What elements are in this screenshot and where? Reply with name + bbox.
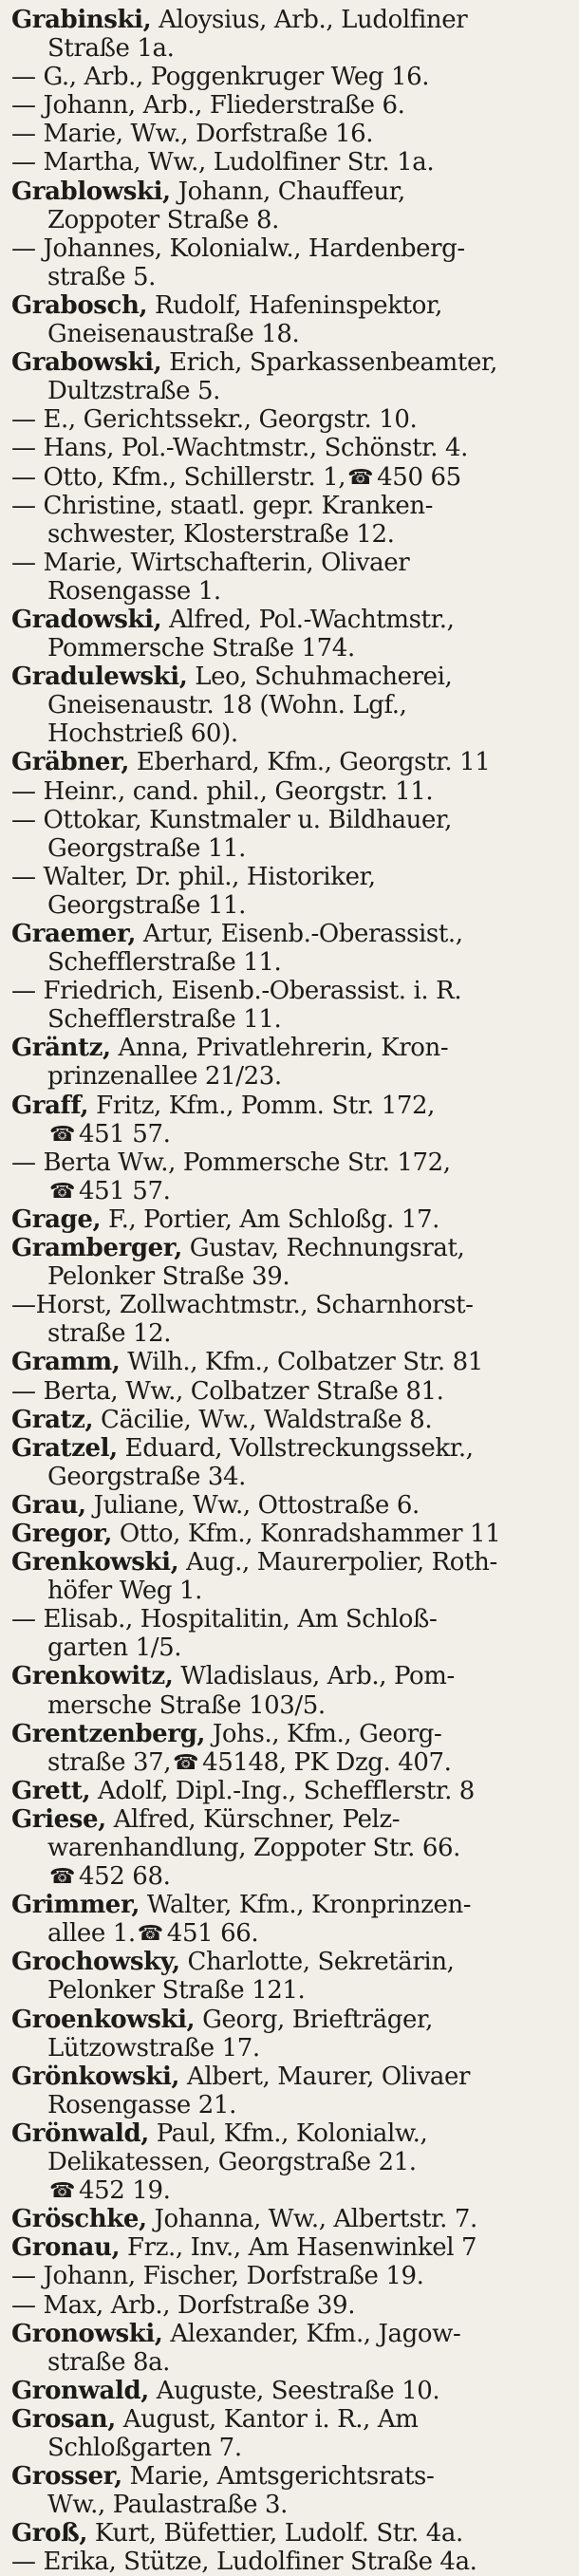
directory-entry <box>11 291 571 348</box>
entry-line <box>11 91 571 120</box>
entry-text: Straße 1a. <box>47 34 175 64</box>
entry-line <box>11 777 571 806</box>
surname: Gradulewski, <box>11 663 188 692</box>
entry-text: — Otto, Kfm., Schillerstr. 1, <box>11 462 346 492</box>
surname: Grau, <box>11 1490 86 1520</box>
directory-entry <box>11 148 571 177</box>
surname: Grablowski, <box>11 177 171 206</box>
directory-entry <box>11 2548 571 2576</box>
directory-entry <box>11 348 571 405</box>
entry-text: garten 1/5. <box>47 1633 182 1663</box>
surname: Gratz, <box>11 1405 94 1434</box>
phone-number: 452 68. <box>79 1862 171 1892</box>
entry-continuation-line <box>11 1691 571 1720</box>
entry-text: —Horst, Zollwachtmstr., Scharnhorst- <box>11 1291 474 1320</box>
entry-text: Georgstraße 34. <box>47 1462 246 1491</box>
phone-number: 451 66. <box>166 1919 259 1949</box>
entry-line <box>11 492 571 520</box>
directory-entry <box>11 2291 571 2320</box>
entry-continuation-line <box>11 263 571 291</box>
entry-continuation-line <box>11 948 571 977</box>
entry-text: — Berta Ww., Pommersche Str. 172, <box>11 1148 451 1177</box>
entry-text: Aloysius, Arb., Ludolfiner <box>151 6 468 34</box>
surname: Grage, <box>11 1204 102 1234</box>
entry-text: — Erika, Stütze, Ludolfiner Straße 4a. <box>11 2548 477 2576</box>
entry-line <box>11 2519 571 2548</box>
entry-line <box>11 2405 571 2434</box>
directory-entry <box>11 2119 571 2205</box>
entry-continuation-line <box>11 206 571 234</box>
entry-line <box>11 977 571 1005</box>
entry-text: Rosengasse 21. <box>47 2090 236 2119</box>
entry-text: Albert, Maurer, Olivaer <box>179 2062 471 2091</box>
surname: Grett, <box>11 1776 91 1805</box>
surname: Grentzenberg, <box>11 1719 206 1748</box>
directory-entry <box>11 2377 571 2405</box>
entry-text: Rudolf, Hafeninspektor, <box>147 290 442 320</box>
entry-line <box>11 1234 571 1262</box>
entry-text: Otto, Kfm., Konradshammer 11 <box>112 1519 501 1548</box>
entry-text: Fritz, Kfm., Pomm. Str. 172, <box>88 1091 436 1120</box>
entry-continuation-line <box>11 2176 571 2205</box>
directory-entry <box>11 234 571 291</box>
telephone-icon: ☎ <box>49 1179 76 1204</box>
entry-line <box>11 2119 571 2148</box>
directory-entry <box>11 748 571 776</box>
entry-text: — Elisab., Hospitalitin, Am Schloß- <box>11 1605 438 1634</box>
entry-text: Artur, Eisenb.-Oberassist., <box>136 920 463 948</box>
entry-continuation-line <box>11 2491 571 2519</box>
entry-text: schwester, Klosterstraße 12. <box>47 519 395 549</box>
entry-text: Hochstrieß 60). <box>47 719 238 749</box>
entry-line <box>11 6 571 34</box>
entry-line <box>11 463 571 492</box>
phone-number: 451 57. <box>79 1119 171 1148</box>
entry-line <box>11 2262 571 2290</box>
entry-continuation-line <box>11 891 571 920</box>
entry-continuation-line <box>11 834 571 863</box>
entry-continuation-line <box>11 1319 571 1348</box>
entry-line <box>11 348 571 377</box>
entry-line <box>11 1348 571 1376</box>
surname: Gramberger, <box>11 1234 182 1263</box>
directory-entry <box>11 663 571 748</box>
entry-text: Gneisenaustraße 18. <box>47 320 300 349</box>
entry-continuation-line <box>11 1862 571 1891</box>
entry-text: — Johannes, Kolonialw., Hardenberg- <box>11 233 465 263</box>
directory-entry <box>11 549 571 606</box>
directory-entry <box>11 1805 571 1891</box>
entry-text: Schefflerstraße 11. <box>47 948 282 978</box>
directory-entry <box>11 177 571 234</box>
directory-entry <box>11 1205 571 1234</box>
surname: Gräbner, <box>11 748 130 777</box>
entry-continuation-line <box>11 34 571 63</box>
entry-text: Anna, Privatlehrerin, Kron- <box>110 1034 449 1063</box>
entry-line <box>11 1291 571 1319</box>
surname: Grabinski, <box>11 6 152 34</box>
surname: Groenkowski, <box>11 2005 196 2034</box>
entry-continuation-line <box>11 2091 571 2119</box>
entry-text: Alfred, Pol.-Wachtmstr., <box>161 605 455 634</box>
surname: Grosser, <box>11 2462 122 2492</box>
entry-continuation-line <box>11 691 571 719</box>
entry-text: Pommersche Straße 174. <box>47 634 355 663</box>
entry-line <box>11 1491 571 1520</box>
entry-line <box>11 1434 571 1463</box>
entry-line <box>11 2205 571 2233</box>
entry-line <box>11 177 571 206</box>
directory-entry <box>11 1348 571 1376</box>
directory-entry <box>11 777 571 806</box>
surname: Gronau, <box>11 2233 121 2263</box>
entry-text: Charlotte, Sekretärin, <box>179 1948 455 1977</box>
entry-line <box>11 2320 571 2348</box>
entry-text: allee 1. <box>47 1919 136 1949</box>
phone-number: 45148, PK Dzg. 407. <box>202 1747 452 1777</box>
directory-entry <box>11 2405 571 2462</box>
entry-continuation-line <box>11 1177 571 1205</box>
directory-entry <box>11 2006 571 2063</box>
telephone-icon: ☎ <box>49 1865 76 1890</box>
entry-text: — G., Arb., Poggenkruger Weg 16. <box>11 63 430 92</box>
entry-line <box>11 920 571 948</box>
surname: Gräntz, <box>11 1034 111 1063</box>
surname: Grosan, <box>11 2404 116 2434</box>
entry-line <box>11 1662 571 1690</box>
entry-text: — Max, Arb., Dorfstraße 39. <box>11 2290 356 2320</box>
entry-continuation-line <box>11 1463 571 1491</box>
entry-text: Alexander, Kfm., Jagow- <box>162 2319 461 2348</box>
entry-text: Rosengasse 1. <box>47 576 221 606</box>
entry-line <box>11 2233 571 2262</box>
entry-line <box>11 1777 571 1805</box>
entry-line <box>11 1948 571 1976</box>
entry-text: straße 12. <box>47 1319 172 1349</box>
directory-entry <box>11 2320 571 2377</box>
directory-entry <box>11 2262 571 2290</box>
entry-text: Johann, Chauffeur, <box>170 177 405 206</box>
entry-line <box>11 1891 571 1919</box>
surname: Grimmer, <box>11 1891 140 1920</box>
directory-entry <box>11 1720 571 1777</box>
entry-text: Frz., Inv., Am Hasenwinkel 7 <box>120 2233 477 2263</box>
entry-continuation-line <box>11 1834 571 1862</box>
directory-entry <box>11 2519 571 2548</box>
entry-continuation-line <box>11 320 571 348</box>
entry-text: Eberhard, Kfm., Georgstr. 11 <box>129 748 491 777</box>
entry-text: Ww., Paulastraße 3. <box>47 2491 289 2520</box>
entry-line <box>11 2063 571 2091</box>
entry-text: mersche Straße 103/5. <box>47 1690 326 1720</box>
entry-text: Georgstraße 11. <box>47 890 246 920</box>
entry-text: Pelonker Straße 39. <box>47 1262 290 1292</box>
entry-continuation-line <box>11 520 571 549</box>
directory-entry <box>11 1092 571 1148</box>
directory-entry <box>11 1034 571 1091</box>
entry-line <box>11 2291 571 2320</box>
entry-line <box>11 1605 571 1633</box>
entry-line <box>11 2006 571 2034</box>
entry-line <box>11 63 571 91</box>
entry-text: — Johann, Arb., Fliederstraße 6. <box>11 91 405 121</box>
surname: Gregor, <box>11 1519 113 1548</box>
phone-number: 450 65 <box>377 462 461 492</box>
entry-line <box>11 1406 571 1434</box>
entry-line <box>11 120 571 148</box>
entry-line <box>11 434 571 462</box>
entry-text: warenhandlung, Zoppoter Str. 66. <box>47 1834 461 1862</box>
surname: Grönwald, <box>11 2119 149 2148</box>
entry-line <box>11 549 571 577</box>
directory-entry <box>11 63 571 91</box>
entry-text: Erich, Sparkassenbeamter, <box>161 348 497 378</box>
entry-continuation-line <box>11 2348 571 2377</box>
entry-text: Johanna, Ww., Albertstr. 7. <box>146 2205 477 2234</box>
entry-line <box>11 1377 571 1406</box>
entry-text: August, Kantor i. R., Am <box>115 2404 419 2434</box>
entry-line <box>11 1205 571 1234</box>
entry-line <box>11 2548 571 2576</box>
directory-entry <box>11 463 571 492</box>
directory-entry <box>11 1291 571 1348</box>
telephone-icon: ☎ <box>347 465 374 490</box>
directory-entry <box>11 920 571 977</box>
entry-text: Aug., Maurerpolier, Roth- <box>178 1548 497 1577</box>
entry-continuation-line <box>11 1262 571 1291</box>
entry-text: Cäcilie, Ww., Waldstraße 8. <box>93 1405 433 1434</box>
directory-entry <box>11 1234 571 1291</box>
directory-entry <box>11 91 571 120</box>
entry-text: — Berta, Ww., Colbatzer Straße 81. <box>11 1376 444 1406</box>
directory-entry <box>11 1434 571 1491</box>
entry-line <box>11 663 571 691</box>
directory-entry <box>11 120 571 148</box>
entry-text: — Hans, Pol.-Wachtmstr., Schönstr. 4. <box>11 434 469 463</box>
entry-text: Pelonker Straße 121. <box>47 1976 306 2006</box>
directory-entry <box>11 2205 571 2233</box>
directory-entry <box>11 405 571 434</box>
directory-entry <box>11 492 571 549</box>
entry-text: Lützowstraße 17. <box>47 2033 260 2063</box>
entry-line <box>11 1548 571 1577</box>
surname: Gronowski, <box>11 2319 163 2348</box>
surname: Grenkowski, <box>11 1548 179 1577</box>
entry-text: Wladislaus, Arb., Pom- <box>173 1662 455 1691</box>
entry-text: — Christine, staatl. gepr. Kranken- <box>11 491 434 520</box>
entry-continuation-line <box>11 2434 571 2462</box>
directory-entry <box>11 806 571 863</box>
entry-line <box>11 2462 571 2491</box>
surname: Gradowski, <box>11 605 162 634</box>
entry-text: Walter, Kfm., Kronprinzen- <box>140 1891 472 1920</box>
surname: Grochowsky, <box>11 1948 180 1977</box>
entry-continuation-line <box>11 1005 571 1034</box>
entry-text: straße 37, <box>47 1747 172 1777</box>
entry-line <box>11 1092 571 1120</box>
entry-text: prinzenallee 21/23. <box>47 1062 282 1092</box>
entry-continuation-line <box>11 2034 571 2063</box>
surname: Graff, <box>11 1091 89 1120</box>
entry-line <box>11 1805 571 1834</box>
telephone-icon: ☎ <box>137 1922 163 1947</box>
phone-number: 451 57. <box>79 1176 171 1205</box>
entry-text: — Martha, Ww., Ludolfiner Str. 1a. <box>11 148 435 177</box>
telephone-icon: ☎ <box>173 1750 199 1775</box>
entry-continuation-line <box>11 634 571 663</box>
surname: Grabosch, <box>11 290 148 320</box>
directory-entry <box>11 1148 571 1205</box>
entry-text: — Johann, Fischer, Dorfstraße 19. <box>11 2262 424 2291</box>
entry-text: — Heinr., cand. phil., Georgstr. 11. <box>11 776 434 806</box>
entry-text: — Marie, Ww., Dorfstraße 16. <box>11 120 374 149</box>
entry-text: Marie, Amtsgerichtsrats- <box>121 2462 435 2492</box>
surname: Groß, <box>11 2519 88 2548</box>
directory-entry <box>11 1491 571 1520</box>
entry-text: Eduard, Vollstreckungssekr., <box>117 1433 474 1463</box>
entry-line <box>11 606 571 634</box>
directory-entry <box>11 2462 571 2519</box>
directory-entry <box>11 863 571 920</box>
entry-line <box>11 405 571 434</box>
surname: Grenkowitz, <box>11 1662 174 1691</box>
entry-text: Paul, Kfm., Kolonialw., <box>148 2119 428 2148</box>
entry-text: Juliane, Ww., Ottostraße 6. <box>85 1490 420 1520</box>
surname: Gröschke, <box>11 2205 147 2234</box>
directory-entry <box>11 606 571 663</box>
entry-text: Schefflerstraße 11. <box>47 1005 282 1035</box>
entry-text: — Ottokar, Kunstmaler u. Bildhauer, <box>11 805 453 834</box>
directory-entry <box>11 1377 571 1406</box>
entry-text: — Walter, Dr. phil., Historiker, <box>11 862 376 891</box>
directory-entry <box>11 1948 571 2005</box>
surname: Gronwald, <box>11 2376 149 2405</box>
telephone-icon: ☎ <box>49 1122 76 1147</box>
entry-text: straße 8a. <box>47 2347 171 2377</box>
surname: Griese, <box>11 1804 106 1834</box>
entry-continuation-line <box>11 2148 571 2176</box>
entry-continuation-line <box>11 1919 571 1948</box>
directory-entry <box>11 434 571 462</box>
entry-continuation-line <box>11 1577 571 1605</box>
directory-entry <box>11 1406 571 1434</box>
entry-text: — E., Gerichtssekr., Georgstr. 10. <box>11 405 418 435</box>
entry-text: Dultzstraße 5. <box>47 377 220 406</box>
entry-text: Leo, Schuhmacherei, <box>187 663 453 692</box>
telephone-icon: ☎ <box>49 2179 76 2204</box>
directory-entry <box>11 1520 571 1548</box>
entry-line <box>11 234 571 263</box>
entry-continuation-line <box>11 1062 571 1091</box>
entry-text: Wilh., Kfm., Colbatzer Str. 81 <box>120 1348 483 1377</box>
directory-entry <box>11 1605 571 1662</box>
entry-text: Schloßgarten 7. <box>47 2433 242 2462</box>
entry-line <box>11 1520 571 1548</box>
entry-text: Johs., Kfm., Georg- <box>205 1719 442 1748</box>
entry-text: Zoppoter Straße 8. <box>47 205 280 234</box>
entry-text: höfer Weg 1. <box>47 1577 203 1606</box>
entry-line <box>11 1034 571 1062</box>
entry-line <box>11 2377 571 2405</box>
entry-continuation-line <box>11 577 571 606</box>
directory-entry <box>11 1777 571 1805</box>
entry-line <box>11 863 571 891</box>
directory-entry <box>11 6 571 63</box>
entry-line <box>11 1148 571 1177</box>
surname: Gramm, <box>11 1348 121 1377</box>
entry-continuation-line <box>11 377 571 405</box>
surname: Graemer, <box>11 920 137 948</box>
surname: Gratzel, <box>11 1433 118 1463</box>
entry-text: — Marie, Wirtschafterin, Olivaer <box>11 548 410 577</box>
entry-line <box>11 148 571 177</box>
entry-continuation-line <box>11 1120 571 1148</box>
phone-number: 452 19. <box>79 2176 171 2206</box>
entry-text: Georg, Briefträger, <box>195 2005 434 2034</box>
entry-continuation-line <box>11 1976 571 2005</box>
entry-line <box>11 748 571 776</box>
directory-entry <box>11 1891 571 1948</box>
directory-entry <box>11 977 571 1034</box>
entry-line <box>11 1720 571 1748</box>
entry-text: Gustav, Rechnungsrat, <box>181 1234 465 1263</box>
entry-text: Gneisenaustr. 18 (Wohn. Lgf., <box>47 691 407 720</box>
entry-line <box>11 291 571 320</box>
entry-text: Alfred, Kürschner, Pelz- <box>105 1804 401 1834</box>
entry-line <box>11 806 571 834</box>
entry-text: straße 5. <box>47 262 156 291</box>
entry-text: Delikatessen, Georgstraße 21. <box>47 2148 417 2177</box>
directory-entry <box>11 2063 571 2119</box>
entry-text: Auguste, Seestraße 10. <box>148 2376 440 2405</box>
entry-continuation-line <box>11 719 571 748</box>
surname: Grönkowski, <box>11 2062 180 2091</box>
entry-continuation-line <box>11 1748 571 1777</box>
directory-entry <box>11 2233 571 2262</box>
directory-entry <box>11 1548 571 1605</box>
entry-text: — Friedrich, Eisenb.-Oberassist. i. R. <box>11 977 462 1006</box>
directory-entry <box>11 1662 571 1719</box>
entry-text: Adolf, Dipl.-Ing., Schefflerstr. 8 <box>90 1776 475 1805</box>
entry-text: Kurt, Büfettier, Ludolf. Str. 4a. <box>87 2519 463 2548</box>
entry-text: Georgstraße 11. <box>47 833 246 863</box>
surname: Grabowski, <box>11 348 162 378</box>
entry-continuation-line <box>11 1633 571 1662</box>
entry-text: F., Portier, Am Schloßg. 17. <box>101 1204 440 1234</box>
